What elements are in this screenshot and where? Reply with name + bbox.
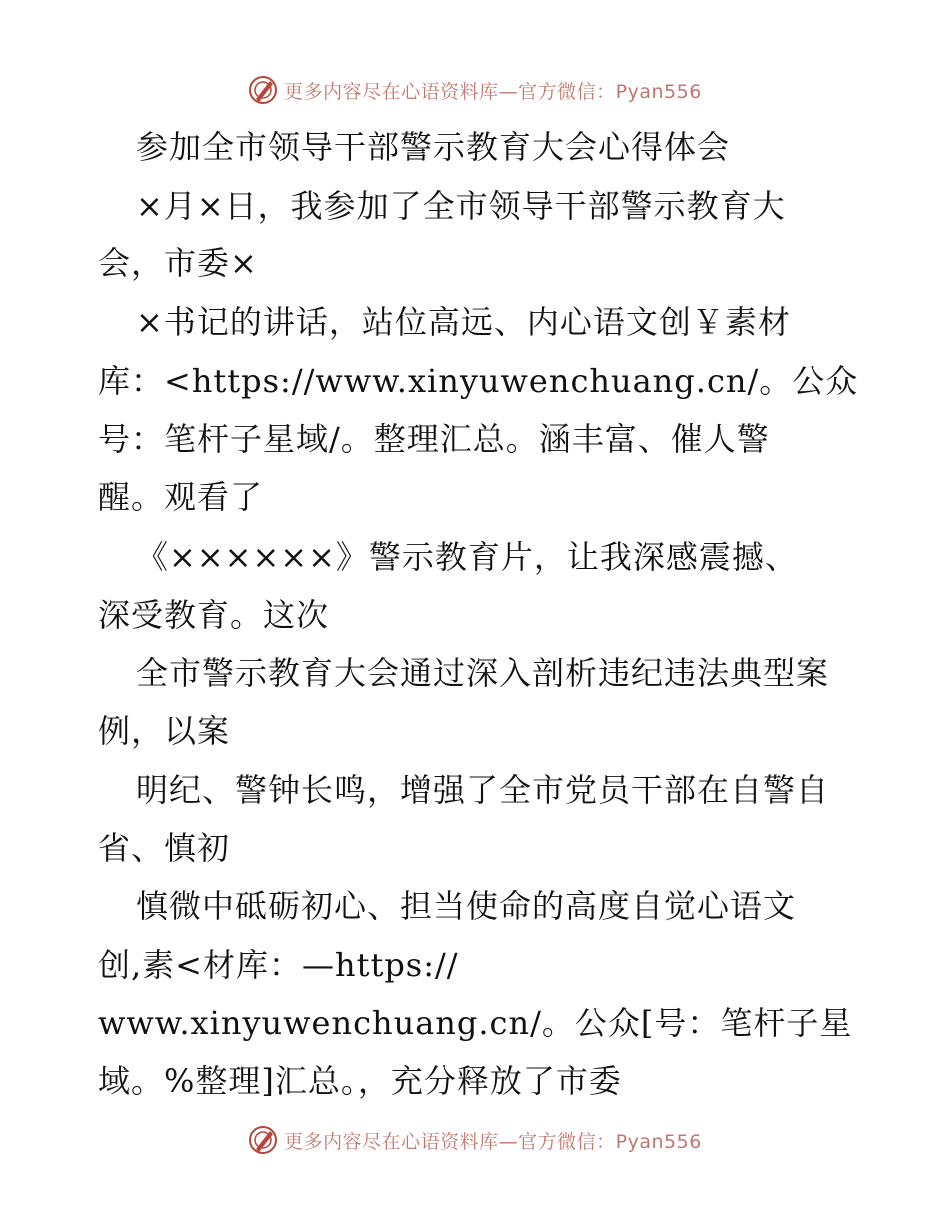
paragraph-line: 会，市委× bbox=[98, 244, 258, 282]
footer-banner-text: 更多内容尽在心语资料库—官方微信：Pyan556 bbox=[284, 1130, 702, 1153]
paragraph-line: 域。%整理]汇总。，充分释放了市委 bbox=[98, 1062, 622, 1100]
header-banner bbox=[0, 70, 950, 110]
footer-banner bbox=[0, 1120, 950, 1160]
paragraph-line: 全市警示教育大会通过深入剖析违纪违法典型案 bbox=[136, 654, 830, 692]
paragraph-line: 《××××××》警示教育片，让我深感震撼、 bbox=[136, 538, 798, 576]
paragraph-line: 库：<https://www.xinyuwenchuang.cn/。公众 bbox=[98, 362, 859, 400]
paragraph-line: ×书记的讲话，站位高远、内心语文创￥素材 bbox=[136, 303, 791, 341]
header-banner-text: 更多内容尽在心语资料库—官方微信：Pyan556 bbox=[284, 80, 702, 103]
pen-logo-icon bbox=[248, 75, 278, 105]
paragraph-line: 创,素<材库：—https:// bbox=[98, 946, 459, 984]
paragraph-line: 深受教育。这次 bbox=[98, 596, 330, 634]
paragraph-line: 例，以案 bbox=[98, 712, 231, 750]
paragraph-line: 省、慎初 bbox=[98, 829, 231, 867]
pen-logo-icon bbox=[248, 1125, 278, 1155]
paragraph-line: 号：笔杆子星域/。整理汇总。涵丰富、催人警 bbox=[98, 420, 770, 458]
paragraph-line: www.xinyuwenchuang.cn/。公众[号：笔杆子星 bbox=[98, 1004, 853, 1042]
paragraph-line: 明纪、警钟长鸣，增强了全市党员干部在自警自 bbox=[136, 771, 830, 809]
paragraph-line: 慎微中砥砺初心、担当使命的高度自觉心语文 bbox=[136, 887, 797, 925]
paragraph-line: ×月×日，我参加了全市领导干部警示教育大 bbox=[136, 187, 786, 225]
paragraph-line: 醒。观看了 bbox=[98, 478, 264, 516]
document-title: 参加全市领导干部警示教育大会心得体会 bbox=[136, 128, 731, 166]
